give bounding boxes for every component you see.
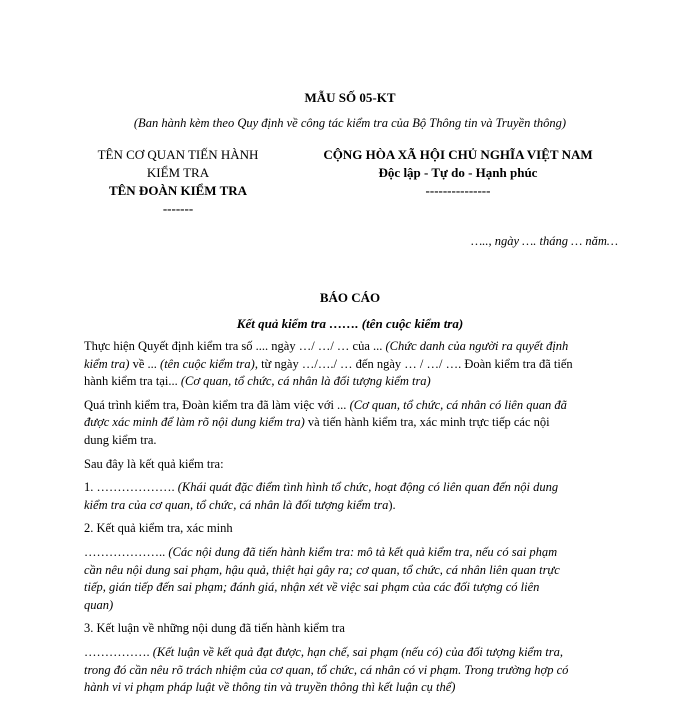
section-2-placeholder: (Các nội dung đã tiến hành kiểm tra: mô tả kết quả kiểm tra, nếu có sai phạm bbox=[168, 544, 558, 559]
section-3-placeholder: hành vi vi phạm pháp luật về thông tin và truyền thông thì kết luận cụ thể) bbox=[84, 680, 456, 695]
date-line: ….., ngày …. tháng … năm… bbox=[471, 234, 618, 248]
p1-text: về ... bbox=[129, 356, 161, 371]
section-3-placeholder: (Kết luận về kết quả đạt được, hạn chế, sai phạm (nếu có) của đối tượng kiểm tra, bbox=[152, 644, 563, 659]
republic-divider: --------------- bbox=[425, 183, 491, 198]
section-1-text: ). bbox=[388, 497, 396, 512]
p1-placeholder: (Chức danh của người ra quyết định bbox=[385, 339, 569, 353]
section-2-placeholder: quan) bbox=[84, 597, 114, 612]
team-name: TÊN ĐOÀN KIỂM TRA bbox=[108, 183, 248, 198]
p1-placeholder: (tên cuộc kiểm tra) bbox=[160, 356, 255, 371]
p2-text: Quá trình kiểm tra, Đoàn kiểm tra đã làm việc với ... bbox=[84, 397, 350, 412]
report-title: BÁO CÁO bbox=[319, 290, 381, 305]
agency-name-line2: KIỂM TRA bbox=[146, 165, 210, 180]
p1-text: , từ ngày …/…./ … đến ngày … / …/ …. Đoàn kiểm tra đã tiến bbox=[254, 356, 573, 371]
paragraph-decision bbox=[84, 338, 624, 391]
p2-text: và tiến hành kiểm tra, xác minh trực tiếp các nội bbox=[304, 415, 550, 430]
p1-text: Thực hiện Quyết định kiểm tra số .... ngày …/ …/ … của ... bbox=[84, 339, 386, 353]
p1-text: hành kiểm tra tại... bbox=[84, 374, 181, 389]
subtitle-placeholder: (tên cuộc kiểm tra) bbox=[361, 316, 464, 331]
section-3 bbox=[84, 644, 624, 697]
issued-note: (Ban hành kèm theo Quy định về công tác kiểm tra của Bộ Thông tin và Truyền thông) bbox=[133, 116, 567, 130]
report-body bbox=[84, 338, 624, 703]
section-1-placeholder: kiểm tra của cơ quan, tổ chức, cá nhân là đối tượng kiểm tra bbox=[84, 497, 389, 512]
section-2-placeholder: tiếp, gián tiếp đến sai phạm; đánh giá, nhận xét về việc sai phạm của các đối tượng có liên bbox=[84, 580, 540, 595]
p2-placeholder: được xác minh để làm rõ nội dung kiểm tra) bbox=[84, 415, 305, 430]
section-3-text: ……………. bbox=[84, 644, 153, 659]
form-number: MẪU SỐ 05-KT bbox=[304, 90, 396, 105]
agency-divider: ------- bbox=[162, 201, 194, 216]
p1-placeholder: kiểm tra) bbox=[84, 356, 130, 371]
p2-placeholder: (Cơ quan, tổ chức, cá nhân có liên quan đã bbox=[349, 397, 567, 412]
agency-block bbox=[78, 146, 278, 218]
section-1 bbox=[84, 479, 624, 514]
p2-text: dung kiểm tra. bbox=[84, 432, 157, 447]
report-subtitle bbox=[0, 316, 700, 332]
section-2 bbox=[84, 544, 624, 614]
paragraph-process bbox=[84, 397, 624, 450]
agency-name-line1: TÊN CƠ QUAN TIẾN HÀNH bbox=[97, 147, 259, 162]
subtitle-text: Kết quả kiểm tra ……. bbox=[236, 316, 359, 331]
section-2-heading: 2. Kết quả kiểm tra, xác minh bbox=[84, 521, 233, 536]
paragraph-results-intro: Sau đây là kết quả kiểm tra: bbox=[84, 456, 224, 471]
republic-name: CỘNG HÒA XÃ HỘI CHỦ NGHĨA VIỆT NAM bbox=[323, 147, 593, 162]
section-3-placeholder: trong đó cần nêu rõ trách nhiệm của cơ quan, tổ chức, cá nhân có vi phạm. Trong trường hợp có bbox=[84, 662, 569, 677]
republic-block bbox=[288, 146, 628, 200]
national-motto: Độc lập - Tự do - Hạnh phúc bbox=[378, 165, 538, 180]
p1-placeholder: (Cơ quan, tổ chức, cá nhân là đối tượng kiểm tra) bbox=[180, 374, 431, 389]
section-1-text: 1. ………………. bbox=[84, 480, 178, 495]
section-1-placeholder: (Khái quát đặc điểm tình hình tổ chức, hoạt động có liên quan đến nội dung bbox=[177, 480, 559, 495]
section-3-heading: 3. Kết luận về những nội dung đã tiến hành kiểm tra bbox=[84, 621, 345, 636]
section-2-placeholder: cần nêu nội dung sai phạm, hậu quả, thiệt hại gây ra; cơ quan, tổ chức, cá nhân liên quan trực bbox=[84, 562, 560, 577]
section-2-text: ……………….. bbox=[84, 544, 169, 559]
